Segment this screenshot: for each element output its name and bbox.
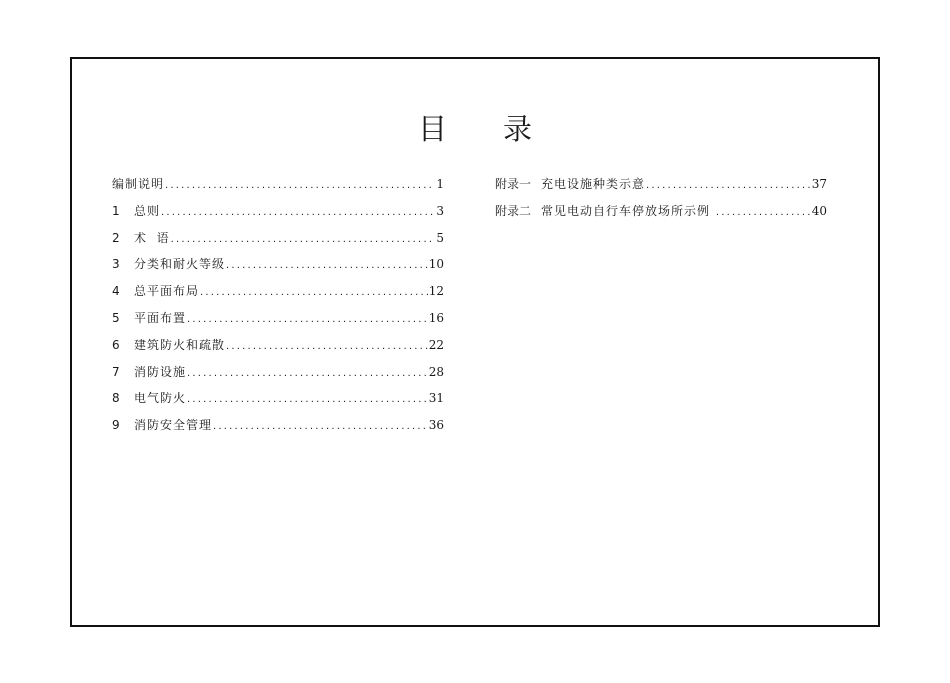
dot-leader [187, 368, 428, 379]
dot-leader [226, 260, 428, 271]
dot-leader [171, 234, 436, 245]
toc-entry-number: 5 [112, 310, 120, 325]
toc-entry-number: 8 [112, 391, 120, 406]
dot-leader [200, 287, 428, 298]
toc-entry-label: 总则 [134, 203, 161, 218]
toc-entry-label: 编制说明 [112, 177, 165, 191]
toc-entry-number: 1 [112, 203, 120, 218]
toc-entry[interactable] [495, 175, 827, 202]
toc-entry[interactable] [112, 175, 444, 202]
toc-entry-number: 6 [112, 337, 120, 352]
toc-entry-number: 附录二 [495, 203, 532, 218]
dot-leader [646, 180, 811, 191]
toc-title [72, 107, 878, 148]
dot-leader [213, 421, 428, 432]
dot-leader [187, 314, 428, 325]
toc-title-part2: 录 [503, 112, 533, 146]
toc-entry-label: 常见电动自行车停放场所示例 [541, 203, 715, 218]
toc-entry[interactable] [112, 336, 444, 363]
toc-entry-label: 分类和耐火等级 [134, 257, 226, 272]
toc-entry-number: 7 [112, 364, 120, 379]
dot-leader [716, 207, 811, 218]
toc-entry-page: 28 [428, 364, 444, 379]
toc-entry-number: 4 [112, 284, 120, 299]
toc-entry[interactable] [112, 416, 444, 443]
dot-leader [161, 207, 435, 218]
toc-right-column [495, 175, 827, 229]
toc-entry-page: 10 [428, 257, 444, 272]
toc-entry-label: 总平面布局 [134, 284, 200, 299]
toc-entry-label: 充电设施种类示意 [541, 177, 646, 191]
toc-left-column [112, 175, 444, 443]
toc-entry[interactable] [112, 255, 444, 282]
dot-leader [187, 394, 428, 405]
toc-entry-page: 1 [436, 177, 444, 191]
toc-entry-label: 消防安全管理 [134, 418, 213, 433]
page-frame [70, 57, 880, 627]
toc-entry-number: 9 [112, 418, 120, 433]
toc-entry[interactable] [112, 229, 444, 256]
toc-entry[interactable] [112, 363, 444, 390]
dot-leader [165, 180, 435, 191]
toc-entry-number: 2 [112, 230, 120, 245]
dot-leader [226, 341, 428, 352]
toc-entry-page: 22 [428, 337, 444, 352]
toc-entry-page: 12 [428, 284, 444, 299]
toc-entry-label: 术 语 [134, 230, 170, 245]
toc-entry-page: 3 [436, 203, 444, 218]
toc-entry-label: 平面布置 [134, 310, 187, 325]
toc-entry-label: 电气防火 [134, 391, 187, 406]
toc-entry[interactable] [112, 309, 444, 336]
toc-entry-label: 建筑防火和疏散 [134, 337, 226, 352]
toc-entry[interactable] [495, 202, 827, 229]
toc-entry-label: 消防设施 [134, 364, 187, 379]
toc-entry[interactable] [112, 389, 444, 416]
toc-entry-number: 3 [112, 257, 120, 272]
toc-entry-page: 5 [436, 230, 444, 245]
toc-entry[interactable] [112, 282, 444, 309]
toc-entry-page: 31 [428, 391, 444, 406]
toc-entry-page: 16 [428, 310, 444, 325]
toc-entry-page: 40 [811, 203, 827, 218]
toc-entry-page: 37 [811, 177, 827, 191]
toc-entry-page: 36 [428, 418, 444, 433]
toc-title-part1: 目 [417, 112, 447, 146]
toc-entry[interactable] [112, 202, 444, 229]
toc-entry-number: 附录一 [495, 177, 532, 191]
